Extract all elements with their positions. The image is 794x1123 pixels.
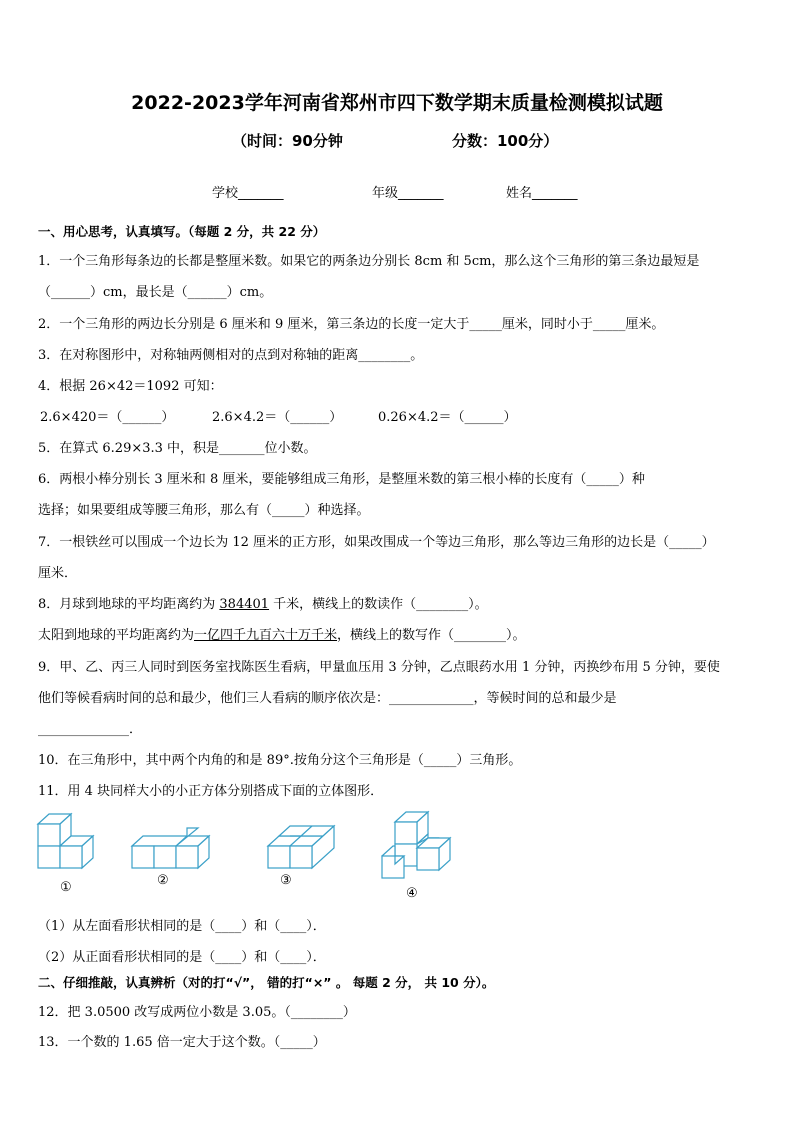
question-6-line-1: 6．两根小棒分别长 3 厘米和 8 厘米，要能够组成三角形，是整厘米数的第三根小棒的长度有（_____）种 [38, 472, 645, 487]
question-4: 4．根据 26×42＝1092 可知： [38, 379, 223, 394]
question-8b-suffix: ，横线上的数写作（________）。 [337, 628, 526, 643]
question-8-line-2 [38, 624, 526, 643]
cube-figure-3 [268, 826, 334, 868]
question-8a-suffix: 千米，横线上的数读作（________）。 [269, 597, 488, 612]
cube-figure-2 [132, 828, 209, 868]
question-8b-prefix: 太阳到地球的平均距离约为 [38, 628, 195, 643]
question-9-line-2: 他们等候看病时间的总和最少，他们三人看病的顺序依次是：_____________，等候时间的总和最少是 [38, 691, 617, 706]
question-1-line-1: 1．一个三角形每条边的长都是整厘米数。如果它的两条边分别长 8cm 和 5cm，那么这个三角形的第三条边最短是 [38, 254, 700, 269]
grade-field: 年级_______ [372, 186, 444, 201]
question-12: 12．把 3.0500 改写成两位小数是 3.05。（________） [38, 1005, 356, 1020]
question-13: 13．一个数的 1.65 倍一定大于这个数。（_____） [38, 1035, 326, 1050]
question-11-part-2: （2）从正面看形状相同的是（____）和（____）． [38, 950, 326, 965]
cube-figure-4 [382, 812, 450, 878]
question-3: 3．在对称图形中，对称轴两侧相对的点到对称轴的距离________。 [38, 348, 424, 363]
question-11-part-1: （1）从左面看形状相同的是（____）和（____）． [38, 919, 326, 934]
exam-time: （时间：90分钟 [232, 132, 343, 150]
question-4c: 0.26×4.2＝（______） [378, 410, 517, 425]
question-4a: 2.6×420＝（______） [40, 410, 175, 425]
question-5: 5．在算式 6.29×3.3 中，积是_______位小数。 [38, 441, 317, 456]
question-8b-underlined: 一亿四千九百六十万千米 [194, 628, 338, 643]
school-field: 学校_______ [212, 186, 284, 201]
section-2-heading: 二、仔细推敲，认真辨析（对的打“√”， 错的打“×” 。 每题 2 分， 共 10 分）。 [38, 975, 495, 990]
question-11: 11．用 4 块同样大小的小正方体分别搭成下面的立体图形． [38, 784, 384, 799]
page-title: 2022-2023学年河南省郑州市四下数学期末质量检测模拟试题 [131, 92, 663, 114]
cube-figures [30, 805, 460, 900]
question-1-line-2: （______）cm，最长是（______）cm。 [38, 285, 273, 300]
question-8a-prefix: 8．月球到地球的平均距离约为 [38, 597, 220, 612]
section-1-heading: 一、用心思考，认真填写。（每题 2 分，共 22 分） [38, 224, 326, 239]
figure-label-2: ② [157, 873, 169, 888]
question-8a-underlined: 384401 [219, 597, 270, 612]
question-2: 2．一个三角形的两边长分别是 6 厘米和 9 厘米，第三条边的长度一定大于_____厘米，同时小于_____厘米。 [38, 317, 665, 332]
question-4b: 2.6×4.2＝（______） [212, 410, 343, 425]
question-7-line-2: 厘米． [38, 566, 78, 581]
question-8-line-1 [38, 593, 488, 612]
figure-label-4: ④ [406, 886, 418, 901]
question-10: 10．在三角形中，其中两个内角的和是 89°.按角分这个三角形是（_____）三角形。 [38, 753, 522, 768]
figure-label-3: ③ [280, 873, 292, 888]
question-6-line-2: 选择；如果要组成等腰三角形，那么有（_____）种选择。 [38, 503, 370, 518]
figure-label-1: ① [60, 880, 72, 895]
exam-score: 分数：100分） [452, 132, 559, 150]
question-9-line-1: 9．甲、乙、丙三人同时到医务室找陈医生看病，甲量血压用 3 分钟，乙点眼药水用 1 分钟，丙换纱布用 5 分钟，要使 [38, 660, 720, 675]
name-field: 姓名_______ [506, 186, 578, 201]
question-7-line-1: 7．一根铁丝可以围成一个边长为 12 厘米的正方形，如果改围成一个等边三角形，那么等边三角形的边长是（_____） [38, 535, 715, 550]
cube-figure-1 [38, 814, 93, 868]
question-9-line-3: ______________． [38, 722, 143, 737]
